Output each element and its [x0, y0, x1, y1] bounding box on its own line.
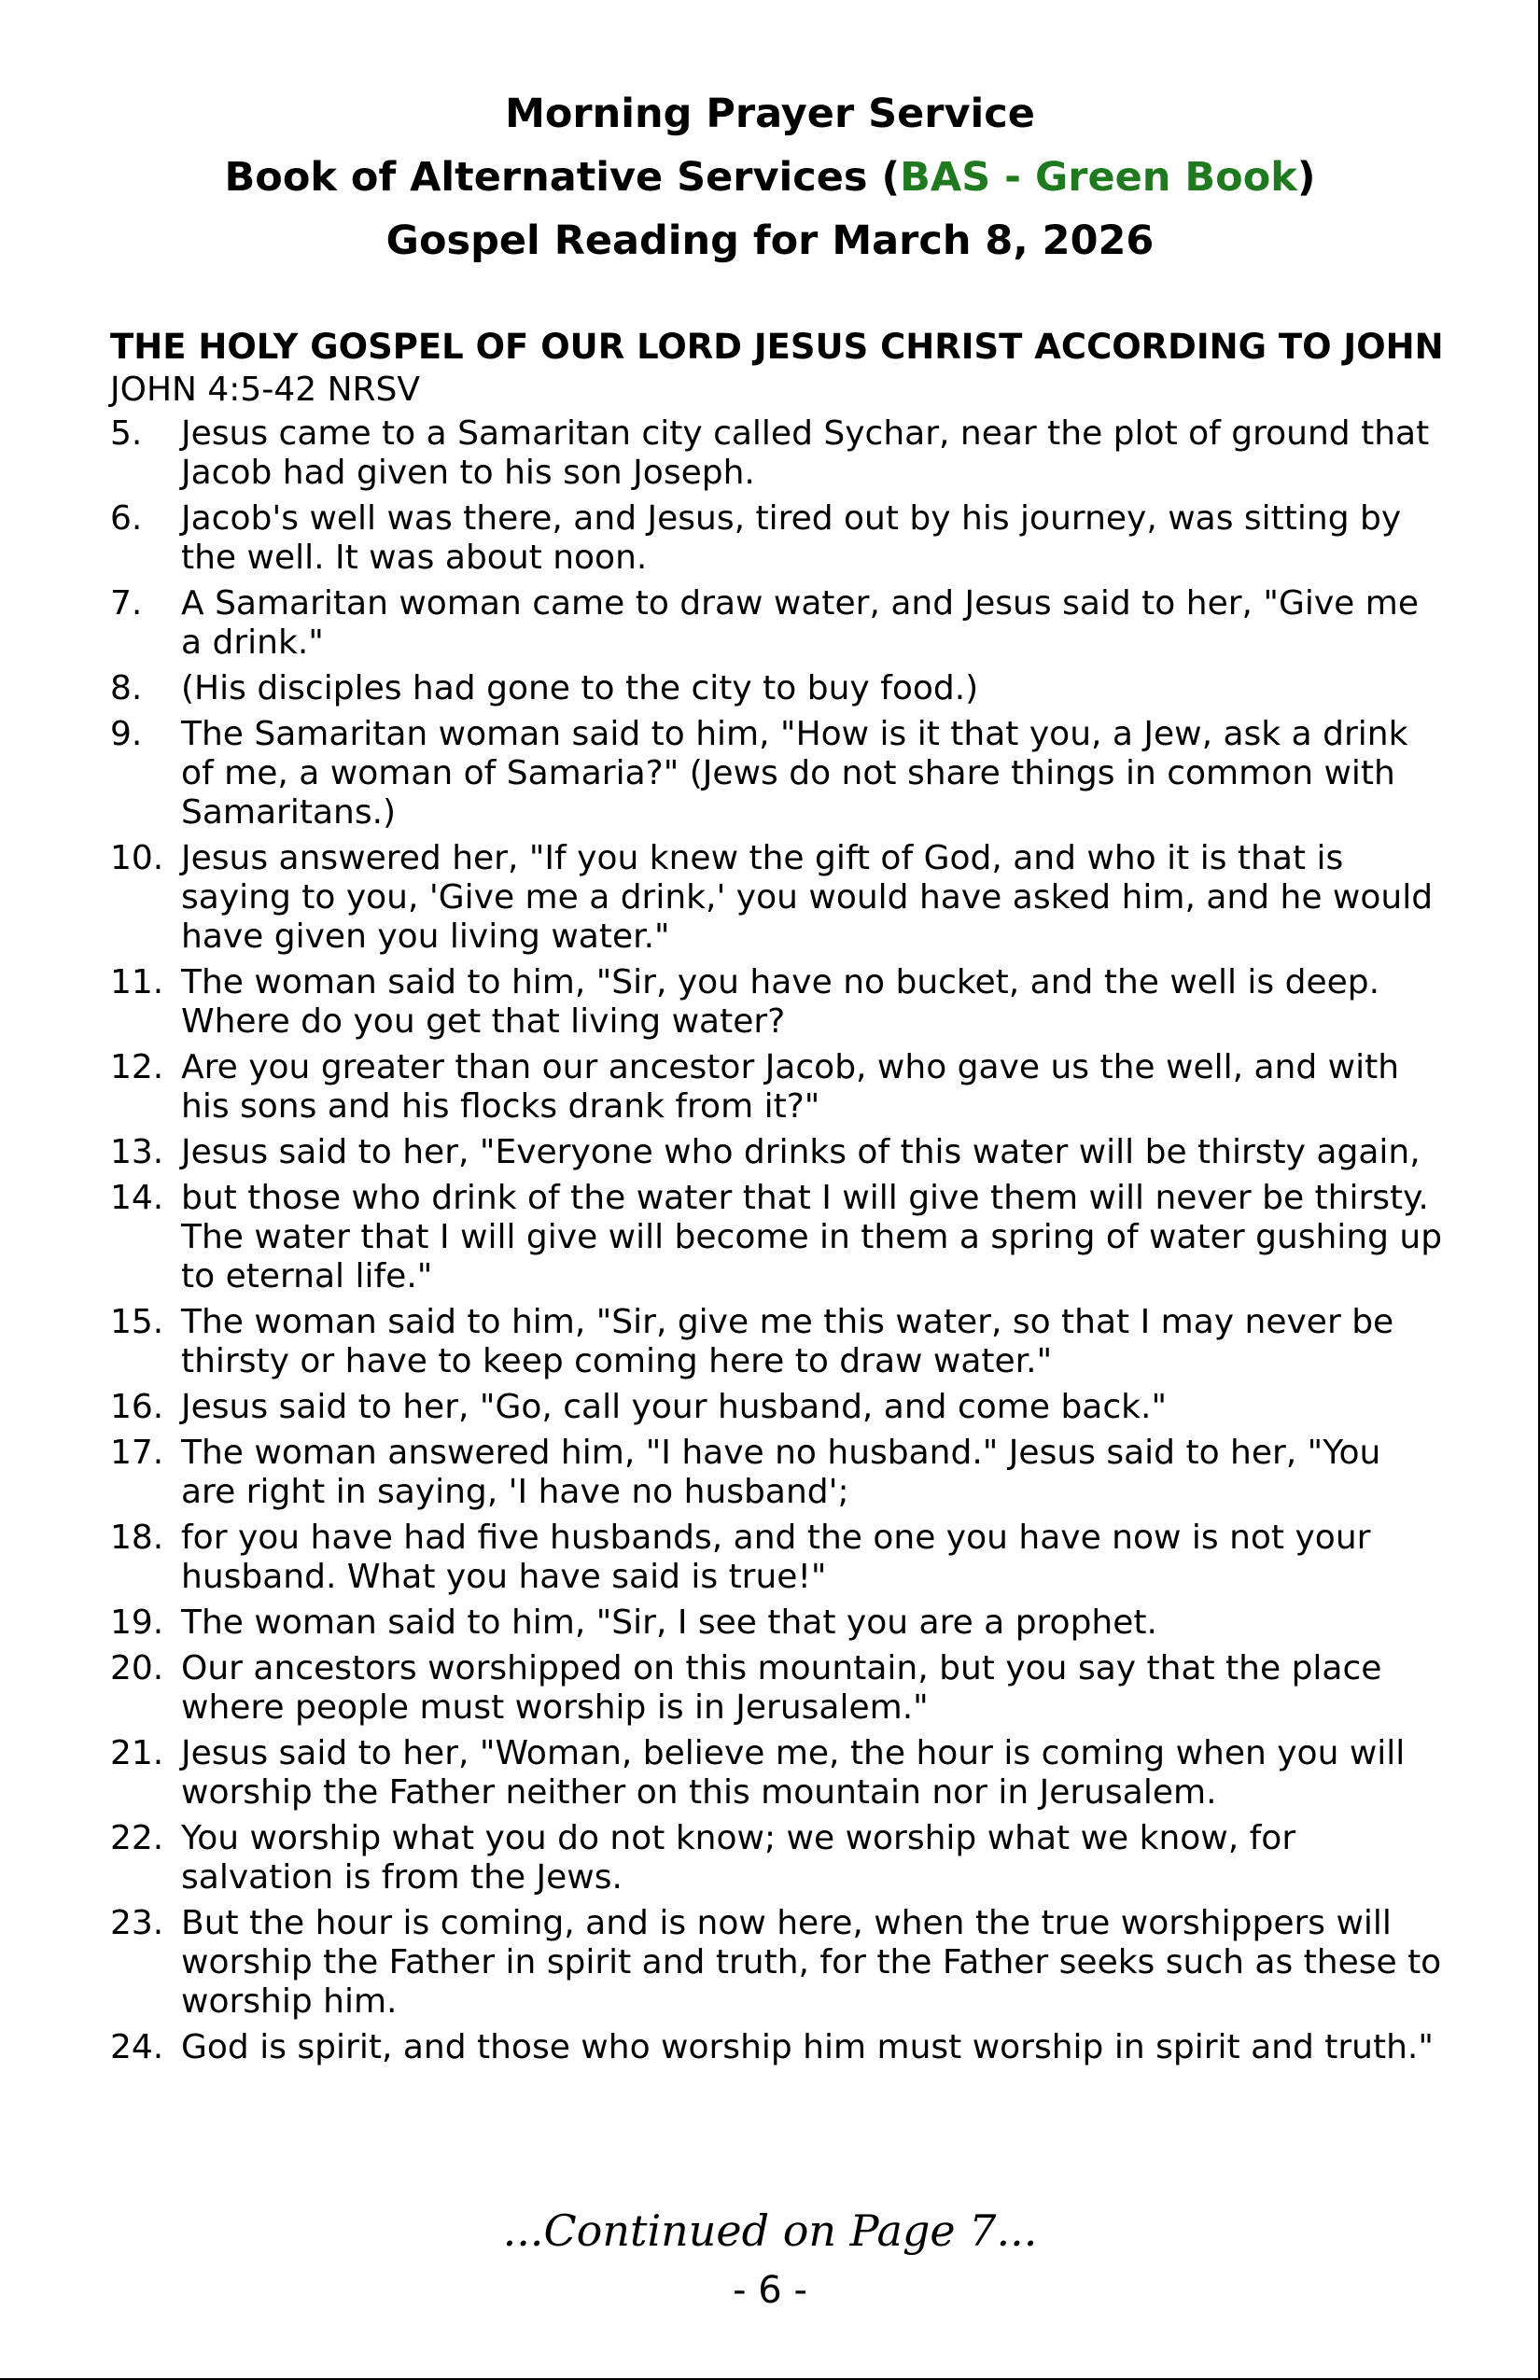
- verse-text: for you have had five husbands, and the one you have now is not your husband. What you have said is true!": [181, 1519, 1371, 1596]
- verse-item: [110, 1904, 1445, 2022]
- verse-number: 20.: [110, 1649, 164, 1687]
- verse-item: [110, 1519, 1445, 1597]
- verse-text: The woman answered him, "I have no husband." Jesus said to her, "You are right in saying, 'I have no husband';: [181, 1434, 1381, 1511]
- verse-number: 22.: [110, 1819, 164, 1857]
- header-book-line: [0, 146, 1540, 209]
- verse-item: [110, 1734, 1445, 1813]
- verse-item: [110, 1048, 1445, 1127]
- verse-text: (His disciples had gone to the city to buy food.): [181, 669, 979, 707]
- header-book-suffix: ): [1296, 154, 1316, 201]
- verse-item: [110, 1133, 1445, 1172]
- verse-number: 7.: [110, 584, 143, 623]
- verse-text: A Samaritan woman came to draw water, and Jesus said to her, "Give me a drink.": [181, 584, 1419, 662]
- verse-text: Jesus answered her, "If you knew the gift of God, and who it is that is saying to you, 'Give me a drink,' you would have asked him, and he would have given you living water.": [181, 839, 1434, 956]
- verse-number: 14.: [110, 1179, 164, 1217]
- verse-list: [110, 414, 1445, 2067]
- verse-item: [110, 1179, 1445, 1296]
- verse-number: 17.: [110, 1434, 164, 1472]
- page-header: [0, 82, 1540, 273]
- verse-text: You worship what you do not know; we worship what we know, for salvation is from the Jews.: [181, 1819, 1296, 1897]
- gospel-title: THE HOLY GOSPEL OF OUR LORD JESUS CHRIST ACCORDING TO JOHN: [110, 327, 1444, 367]
- header-book-prefix: Book of Alternative Services (: [224, 154, 901, 201]
- verse-item: [110, 669, 1445, 708]
- verse-number: 11.: [110, 963, 164, 1001]
- verse-text: Jesus said to her, "Go, call your husband, and come back.": [181, 1388, 1168, 1426]
- verse-number: 6.: [110, 499, 143, 538]
- verse-number: 23.: [110, 1904, 164, 1942]
- verse-number: 10.: [110, 839, 164, 877]
- verse-number: 19.: [110, 1603, 164, 1642]
- continued-note: ...Continued on Page 7...: [502, 2205, 1038, 2256]
- verse-number: 12.: [110, 1048, 164, 1086]
- verse-item: [110, 1649, 1445, 1728]
- verse-number: 5.: [110, 414, 143, 453]
- verse-number: 9.: [110, 715, 143, 753]
- verse-number: 8.: [110, 669, 143, 707]
- verse-text: Jesus said to her, "Everyone who drinks of this water will be thirsty again,: [181, 1133, 1421, 1171]
- page-number: - 6 -: [733, 2269, 807, 2312]
- verse-number: 16.: [110, 1388, 164, 1426]
- verse-item: [110, 2028, 1445, 2067]
- verse-item: [110, 414, 1445, 493]
- verse-item: [110, 1603, 1445, 1643]
- verse-item: [110, 499, 1445, 578]
- verse-item: [110, 1434, 1445, 1512]
- verse-item: [110, 584, 1445, 663]
- verse-text: God is spirit, and those who worship him must worship in spirit and truth.": [181, 2028, 1434, 2066]
- verse-number: 13.: [110, 1133, 164, 1171]
- verse-text: Our ancestors worshipped on this mountain, but you say that the place where people must worship is in Jerusalem.": [181, 1649, 1382, 1727]
- verse-number: 21.: [110, 1734, 164, 1772]
- verse-text: But the hour is coming, and is now here, when the true worshippers will worship the Father in spirit and truth, for the Father seeks such as these to worship him.: [181, 1904, 1442, 2021]
- verse-text: Jesus said to her, "Woman, believe me, the hour is coming when you will worship the Father neither on this mountain nor in Jerusalem.: [181, 1734, 1406, 1812]
- verse-item: [110, 963, 1445, 1042]
- verse-text: The woman said to him, "Sir, I see that you are a prophet.: [181, 1603, 1157, 1642]
- verse-item: [110, 1819, 1445, 1897]
- header-service-title: Morning Prayer Service: [505, 91, 1035, 137]
- header-reading-date: Gospel Reading for March 8, 2026: [385, 217, 1155, 264]
- verse-text: The woman said to him, "Sir, give me this water, so that I may never be thirsty or have to keep coming here to draw water.": [181, 1303, 1394, 1380]
- verse-number: 24.: [110, 2028, 164, 2066]
- header-book-accent: BAS - Green Book: [900, 154, 1297, 201]
- verse-item: [110, 1303, 1445, 1381]
- verse-number: 15.: [110, 1303, 164, 1341]
- gospel-reference: JOHN 4:5-42 NRSV: [110, 371, 420, 409]
- verse-text: Jesus came to a Samaritan city called Sychar, near the plot of ground that Jacob had given to his son Joseph.: [181, 414, 1430, 492]
- verse-text: Are you greater than our ancestor Jacob, who gave us the well, and with his sons and his flocks drank from it?": [181, 1048, 1400, 1126]
- verse-number: 18.: [110, 1519, 164, 1557]
- verse-item: [110, 1388, 1445, 1427]
- verse-text: The Samaritan woman said to him, "How is it that you, a Jew, ask a drink of me, a woman of Samaria?" (Jews do not share things in common with Samaritans.): [181, 715, 1408, 832]
- gospel-section: [110, 325, 1445, 2074]
- verse-item: [110, 715, 1445, 833]
- verse-item: [110, 839, 1445, 957]
- verse-text: The woman said to him, "Sir, you have no bucket, and the well is deep. Where do you get that living water?: [181, 963, 1380, 1041]
- verse-text: Jacob's well was there, and Jesus, tired out by his journey, was sitting by the well. It was about noon.: [181, 499, 1402, 577]
- verse-text: but those who drink of the water that I will give them will never be thirsty. The water that I will give will become in them a spring of water gushing up to eternal life.": [181, 1179, 1443, 1295]
